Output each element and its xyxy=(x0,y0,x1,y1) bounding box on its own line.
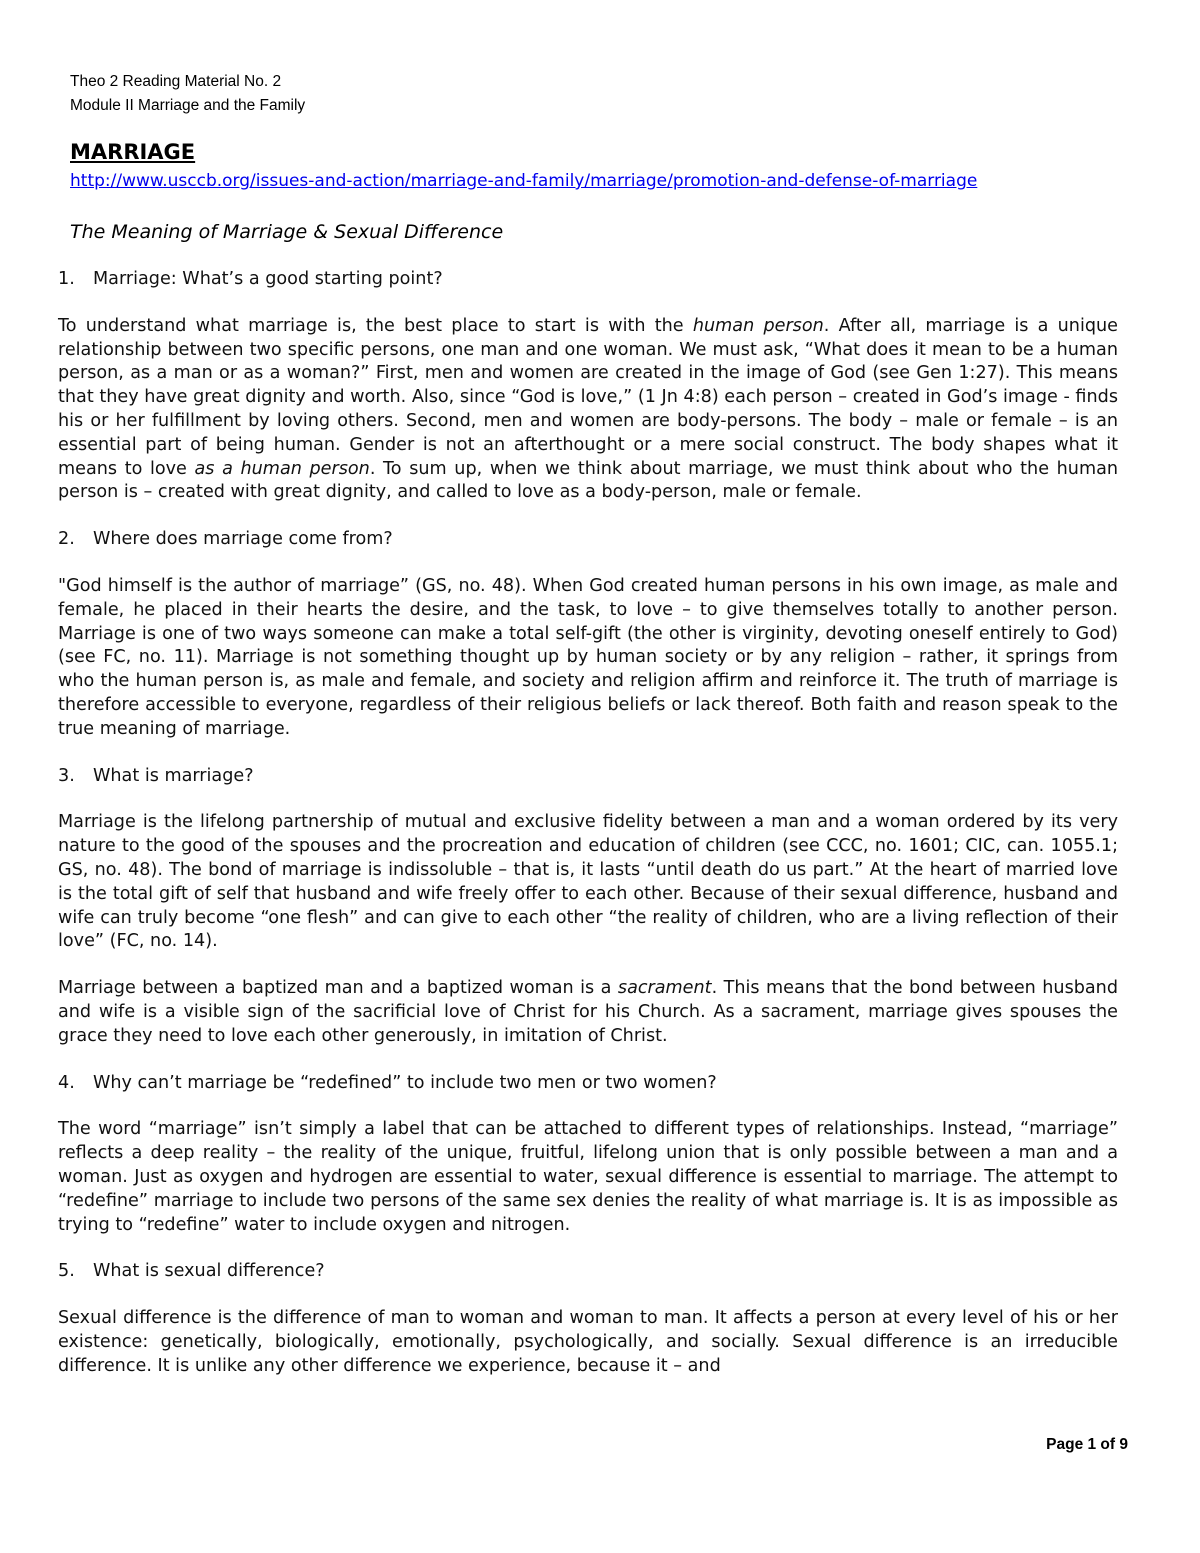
document-subtitle: The Meaning of Marriage & Sexual Difference xyxy=(70,221,504,243)
section-question: Why can’t marriage be “redefined” to include two men or two women? xyxy=(93,1072,717,1093)
section-question: Where does marriage come from? xyxy=(93,529,393,550)
section-heading xyxy=(58,528,1118,552)
paragraph-text: To understand what marriage is, the best place to start is with the xyxy=(58,315,693,336)
section-question: What is marriage? xyxy=(93,765,254,786)
section-number: 2. xyxy=(58,529,75,550)
paragraph: Sexual difference is the difference of man to woman and woman to man. It affects a person at every level of his or her existence: genetically, biologically, emotionally, psychologically, and socially. Sexual difference is an irreducible difference. It is unlike any other difference we experience, because it – and xyxy=(58,1308,1118,1376)
header-line-2: Module II Marriage and the Family xyxy=(70,97,306,114)
paragraph-emphasis: sacrament xyxy=(617,978,712,999)
paragraph-text: . After all, marriage is a unique relationship between two specific persons, one man and one woman. We must ask, “What does it mean to be a human person, as a man or as a woman?” First, men and women are created in the image of God (see Gen 1:27). This means that they have great dignity and worth. Also, since “God is love,” (1 Jn 4:8) each person – created in God’s image - finds his or her fulfillment by loving others. Second, men and women are body-persons. The body – male or female – is an essential part of being human. Gender is not an afterthought or a mere social construct. The body shapes what it means to love xyxy=(58,315,1118,479)
paragraph xyxy=(58,977,1118,1048)
section-question: Marriage: What’s a good starting point? xyxy=(93,269,443,289)
paragraph: Marriage is the lifelong partnership of mutual and exclusive fidelity between a man and a woman ordered by its very nature to the good of the spouses and the procreation and education of children (see CCC, no. 1601; CIC, can. 1055.1; GS, no. 48). The bond of marriage is indissoluble – that is, it lasts “until death do us part.” At the heart of married love is the total gift of self that husband and wife freely offer to each other. Because of their sexual difference, husband and wife can truly become “one flesh” and can give to each other “the reality of children, who are a living reflection of their love” (FC, no. 14). xyxy=(58,812,1118,952)
paragraph: "God himself is the author of marriage” (GS, no. 48). When God created human persons in his own image, as male and female, he placed in their hearts the desire, and the task, to love – to give themselves totally to another person. Marriage is one of two ways someone can make a total self-gift (the other is virginity, devoting oneself entirely to God) (see FC, no. 11). Marriage is not something thought up by human society or by any religion – rather, it springs from who the human person is, as male and female, and society and religion affirm and reinforce it. The truth of marriage is therefore accessible to everyone, regardless of their religious beliefs or lack thereof. Both faith and reason speak to the true meaning of marriage. xyxy=(58,575,1118,739)
section-heading xyxy=(58,1072,1118,1096)
paragraph: The word “marriage” isn’t simply a label that can be attached to different types of relationships. Instead, “marriage” reflects a deep reality – the reality of the unique, fruitful, lifelong union that is only possible between a man and a woman. Just as oxygen and hydrogen are essential to water, sexual difference is essential to marriage. The attempt to “redefine” marriage to include two persons of the same sex denies the reality of what marriage is. It is as impossible as trying to “redefine” water to include oxygen and nitrogen. xyxy=(58,1119,1118,1235)
section-number: 5. xyxy=(58,1261,75,1282)
document-header xyxy=(70,70,305,118)
document-body xyxy=(58,268,1118,1401)
paragraph-emphasis: as a human person xyxy=(194,458,370,479)
source-link[interactable]: http://www.usccb.org/issues-and-action/marriage-and-family/marriage/promotion-and-defense-of-marriage xyxy=(70,171,978,191)
paragraph-text: . To sum up, when we think about marriage, we must think about who the human person is – created with great dignity, and called to love as a body-person, male or female. xyxy=(58,458,1119,503)
paragraph-text: Marriage between a baptized man and a baptized woman is a xyxy=(58,978,618,999)
document-title: MARRIAGE xyxy=(70,140,196,164)
paragraph xyxy=(58,315,1118,505)
header-line-1: Theo 2 Reading Material No. 2 xyxy=(70,73,282,90)
section-number: 3. xyxy=(58,765,75,786)
paragraph-text: . This means that the bond between husband and wife is a visible sign of the sacrificial love of Christ for his Church. As a sacrament, marriage gives spouses the grace they need to love each other generously, in imitation of Christ. xyxy=(58,978,1119,1046)
page-number: Page 1 of 9 xyxy=(1046,1436,1128,1453)
section-question: What is sexual difference? xyxy=(93,1261,325,1282)
section-number: 1. xyxy=(58,269,75,289)
section-heading xyxy=(58,765,1118,789)
section-heading xyxy=(58,268,1118,292)
section-number: 4. xyxy=(58,1072,75,1093)
paragraph-emphasis: human person xyxy=(692,315,824,336)
section-heading xyxy=(58,1260,1118,1284)
